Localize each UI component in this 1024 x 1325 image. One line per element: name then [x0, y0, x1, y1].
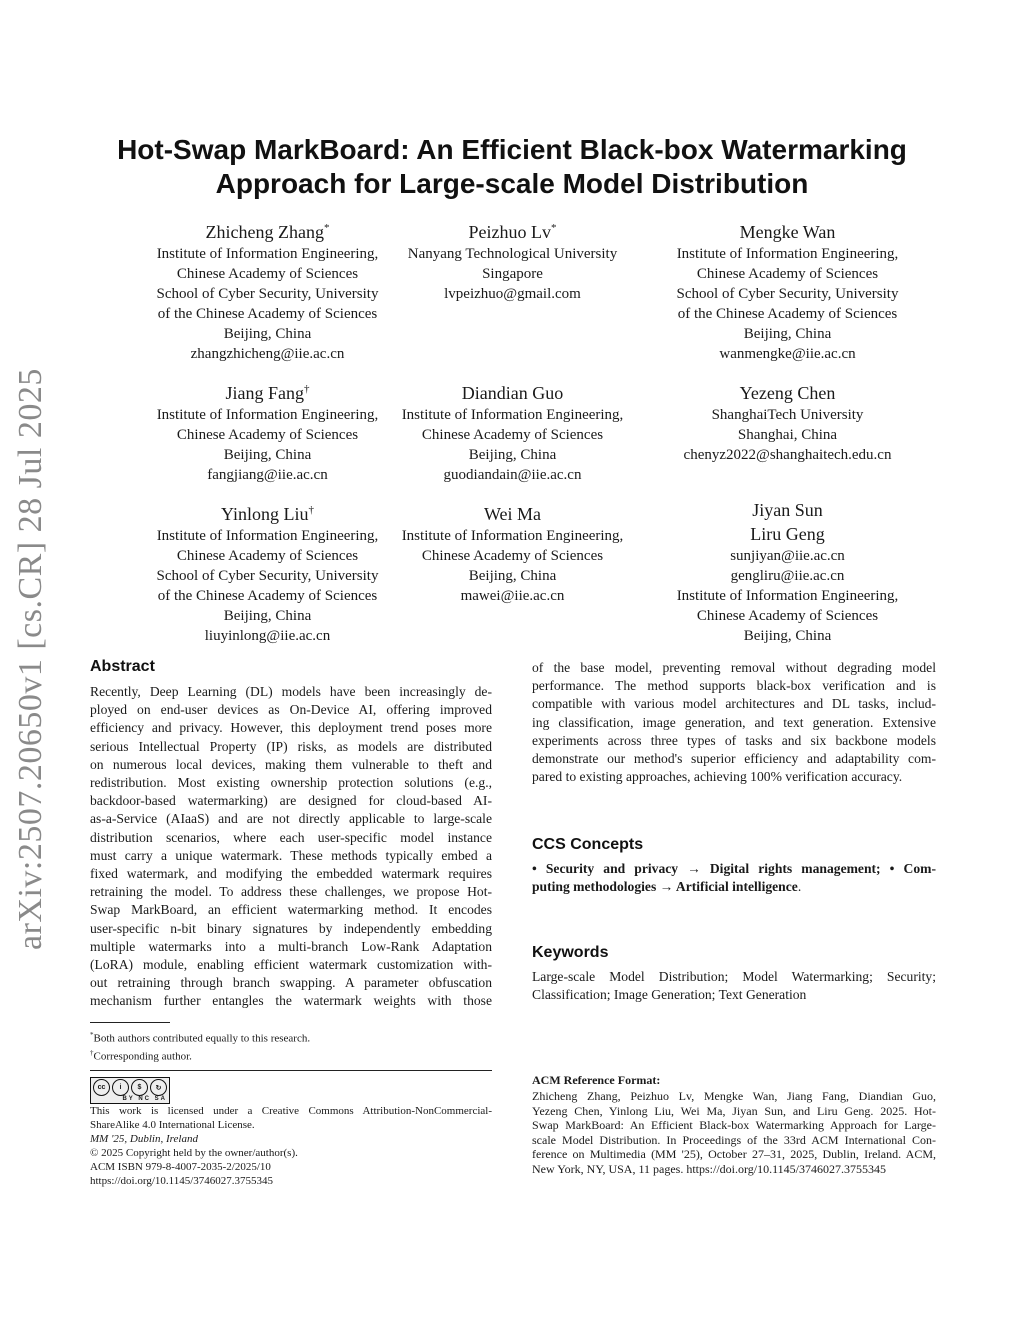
author-line: Institute of Information Engineering, [156, 407, 379, 423]
footnote-corresponding: †Corresponding author. [90, 1048, 192, 1063]
arxiv-stamp: arXiv:2507.20650v1 [cs.CR] 28 Jul 2025 [12, 368, 49, 950]
author-line: School of Cyber Security, University [676, 286, 899, 302]
author-block [380, 377, 645, 485]
text-line: ployed on end-user devices as On-Device AI, offering improved [90, 702, 492, 718]
author-line: Institute of Information Engineering, [156, 246, 379, 262]
author-line: School of Cyber Security, University [156, 568, 379, 584]
author-email: chenyz2022@shanghaitech.edu.cn [683, 447, 892, 463]
cc-icon: cc [93, 1079, 110, 1096]
ccs-heading: CCS Concepts [532, 836, 644, 853]
author-name: Zhicheng Zhang* [205, 222, 330, 242]
text-line: ing classification, image generation, and text generation. Extensive [532, 714, 936, 730]
footnote-equal: *Both authors contributed equally to this research. [90, 1031, 311, 1045]
sa-icon: ↻ [150, 1079, 167, 1096]
cc-badge-box [90, 1077, 170, 1104]
text-line: backdoor-based watermarking) are designed for cloud-based AI- [90, 793, 492, 809]
text-line: demonstrate our method's superior efficiency and adaptability com- [532, 751, 936, 767]
author-email: wanmengke@iie.ac.cn [719, 346, 856, 362]
author-email: liuyinlong@iie.ac.cn [204, 628, 331, 644]
author-line: ShanghaiTech University [711, 407, 864, 423]
author-line: Chinese Academy of Sciences [421, 548, 604, 564]
text-line: multiple watermarks into a multi-branch Low-Rank Adaptation [90, 938, 492, 954]
author-block [655, 498, 920, 646]
text-line: fixed watermark, and modifying the embedded watermark requires [90, 866, 492, 882]
author-line: Institute of Information Engineering, [676, 588, 899, 604]
author-line: of the Chinese Academy of Sciences [157, 306, 378, 322]
author-email: fangjiang@iie.ac.cn [207, 467, 328, 483]
author-block [655, 377, 920, 465]
footnotes [90, 1028, 492, 1063]
author-line: Chinese Academy of Sciences [696, 608, 879, 624]
nc-icon: $ [131, 1079, 148, 1096]
text-line: distribution scenarios, where each user-specific model instance [90, 829, 492, 845]
acm-reference-heading: ACM Reference Format: [532, 1073, 661, 1087]
author-line: Nanyang Technological University [407, 246, 618, 262]
title-line-2: Approach for Large-scale Model Distribution [215, 168, 809, 199]
license-line: ShareAlike 4.0 International License. [90, 1119, 255, 1131]
text-line: performance. The method supports black-box verification and is [532, 678, 936, 694]
text-line: of the base model, preventing removal without degrading model [532, 660, 936, 675]
reference-line: Yezeng Chen, Yinlong Liu, Wei Ma, Jiyan Sun, and Liru Geng. 2025. Hot- [532, 1103, 936, 1118]
text-line: serious Intellectual Property (IP) risks, as models are distributed [90, 738, 492, 754]
doi-link[interactable]: https://doi.org/10.1145/3746027.3755345 [90, 1175, 274, 1187]
text-line: Classification; Image Generation; Text Generation [532, 987, 807, 1003]
text-line: must carry a unique watermark. These methods typically embed a [90, 847, 492, 863]
keywords-text [532, 968, 936, 1004]
text-line: retraining the model. To address these challenges, we propose Hot- [90, 884, 492, 900]
keywords-heading: Keywords [532, 944, 609, 961]
text-line: user-specific n-bit binary signatures by independently embedding [90, 920, 492, 936]
text-line: Large-scale Model Distribution; Model Watermarking; Security; [532, 969, 936, 984]
text-line: on numerous local devices, making them vulnerable to theft and [90, 756, 492, 772]
author-name: Peizhuo Lv* [468, 222, 557, 242]
author-line: Beijing, China [223, 608, 312, 624]
author-block [655, 216, 920, 364]
cc-license-badge [90, 1077, 170, 1104]
text-line: redistribution. Most existing ownership protection solutions (e.g., [90, 775, 492, 791]
title-line-1: Hot-Swap MarkBoard: An Efficient Black-box Watermarking [117, 134, 907, 165]
author-line: Chinese Academy of Sciences [176, 427, 359, 443]
abstract-text-left [90, 683, 492, 1011]
author-name: Yinlong Liu† [220, 504, 314, 524]
reference-line: New York, NY, USA, 11 pages. https://doi.org/10.1145/3746027.3755345 [532, 1161, 887, 1176]
text-line: mechanism further entangles the watermark weights with those [90, 993, 492, 1009]
reference-line: ference on Multimedia (MM '25), October 27–31, 2025, Dublin, Ireland. ACM, [532, 1147, 936, 1161]
acm-reference-text [532, 1089, 936, 1176]
author-line: Beijing, China [743, 326, 832, 342]
author-email: zhangzhicheng@iie.ac.cn [190, 346, 345, 362]
text-line: Swap MarkBoard, an efficient watermarking method. It encodes [90, 902, 492, 918]
author-line: Chinese Academy of Sciences [696, 266, 879, 282]
cc-labels: BY NC SA [122, 1096, 167, 1102]
reference-line: scale Model Distribution. In Proceedings of the 33rd ACM International Con- [532, 1132, 936, 1147]
author-line: Chinese Academy of Sciences [176, 548, 359, 564]
author-line: Beijing, China [223, 447, 312, 463]
abstract-text-right [532, 659, 936, 786]
author-email: mawei@iie.ac.cn [460, 588, 565, 604]
text-line: compatible with various model architectures and DL tasks, includ- [532, 696, 936, 712]
author-name: Jiyan Sun [752, 500, 823, 520]
author-line: Institute of Information Engineering, [676, 246, 899, 262]
author-line: School of Cyber Security, University [156, 286, 379, 302]
text-line: as-a-Service (AIaaS) and are not directly applicable to large-scale [90, 811, 492, 827]
author-name: Wei Ma [483, 504, 542, 524]
author-email: guodiandain@iie.ac.cn [443, 467, 582, 483]
author-line: Beijing, China [223, 326, 312, 342]
paper-title [0, 133, 1024, 201]
text-line: pared to existing approaches, achieving 100% verification accuracy. [532, 769, 903, 785]
text-line: experiments across three types of tasks and six backbone models [532, 732, 936, 748]
author-line: Shanghai, China [737, 427, 838, 443]
license-rule [90, 1070, 492, 1071]
author-name: Liru Geng [750, 524, 825, 544]
author-line: Institute of Information Engineering, [156, 528, 379, 544]
license-line: This work is licensed under a Creative Commons Attribution-NonCommercial- [90, 1105, 492, 1117]
author-line: Chinese Academy of Sciences [421, 427, 604, 443]
author-line: Institute of Information Engineering, [401, 407, 624, 423]
author-line: Beijing, China [743, 628, 832, 644]
ccs-concepts [532, 860, 936, 896]
author-line: Institute of Information Engineering, [401, 528, 624, 544]
text-line: efficiency and privacy. However, this deployment trend poses more [90, 720, 492, 736]
abstract-heading: Abstract [90, 658, 155, 675]
by-icon: i [112, 1079, 129, 1096]
text-line: Recently, Deep Learning (DL) models have been increasingly de- [90, 684, 492, 699]
copyright-line: © 2025 Copyright held by the owner/author(s). [90, 1147, 298, 1159]
license-text [90, 1104, 492, 1188]
author-line: Beijing, China [468, 568, 557, 584]
author-email: lvpeizhuo@gmail.com [444, 286, 581, 302]
author-line: Singapore [482, 266, 543, 282]
text-line: out retraining through branch swapping. A parameter obfuscation [90, 975, 492, 991]
isbn-line: ACM ISBN 979-8-4007-2035-2/2025/10 [90, 1161, 271, 1173]
ccs-line: • Security and privacy → Digital rights management; • Com- [532, 861, 936, 876]
author-line: of the Chinese Academy of Sciences [677, 306, 898, 322]
author-line: Chinese Academy of Sciences [176, 266, 359, 282]
footnote-rule [90, 1022, 170, 1023]
text-line: (LoRA) module, enabling efficient watermark customization with- [90, 957, 492, 973]
author-email: gengliru@iie.ac.cn [730, 568, 845, 584]
author-name: Diandian Guo [461, 383, 564, 403]
author-line: of the Chinese Academy of Sciences [157, 588, 378, 604]
author-name: Jiang Fang† [225, 383, 310, 403]
conference-line: MM '25, Dublin, Ireland [90, 1133, 198, 1145]
author-name: Mengke Wan [739, 222, 836, 242]
author-email: sunjiyan@iie.ac.cn [730, 548, 845, 564]
ccs-line: puting methodologies → Artificial intelligence. [532, 879, 802, 895]
reference-line: Zhicheng Zhang, Peizhuo Lv, Mengke Wan, Jiang Fang, Diandian Guo, [532, 1089, 936, 1103]
author-block [380, 216, 645, 304]
author-name: Yezeng Chen [739, 383, 836, 403]
reference-line: Swap MarkBoard: An Efficient Black-box Watermarking Approach for Large- [532, 1118, 936, 1132]
author-block [380, 498, 645, 606]
author-line: Beijing, China [468, 447, 557, 463]
